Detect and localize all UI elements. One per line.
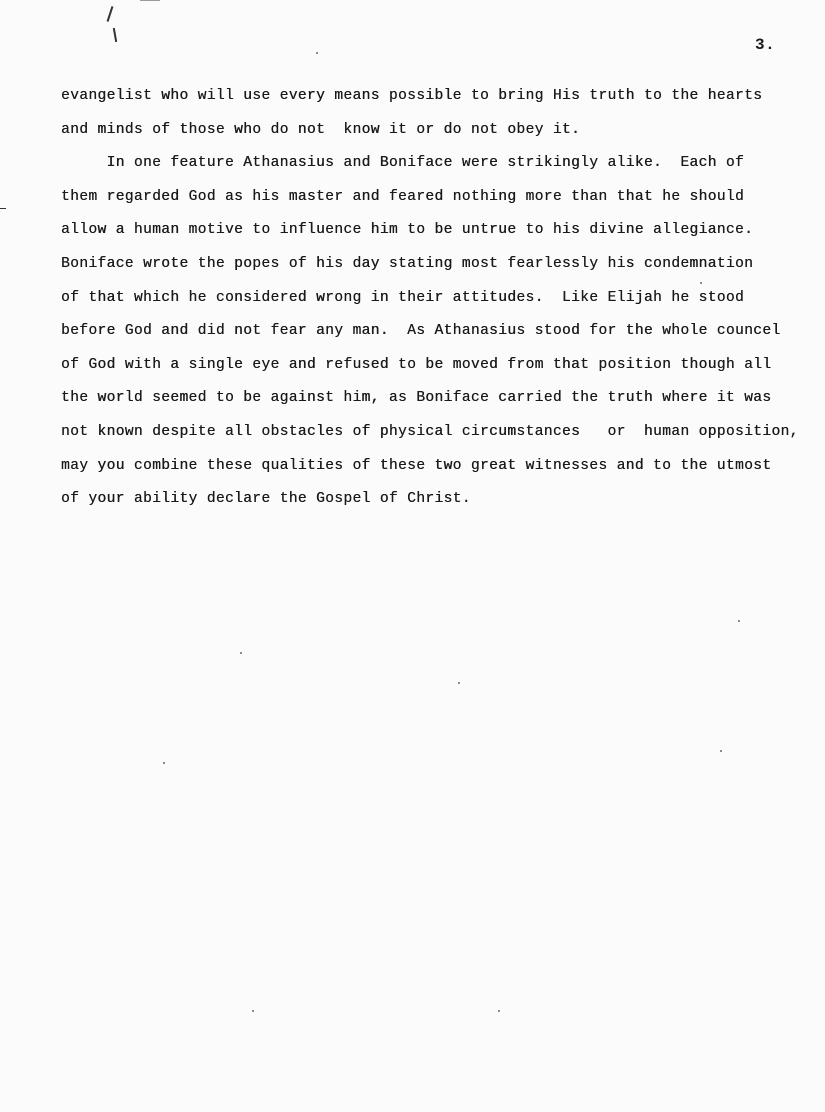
scan-artifact-top-left: [107, 6, 114, 22]
scan-artifact-mark: [113, 28, 117, 42]
text-line: them regarded God as his master and feared nothing more than that he should: [61, 188, 745, 205]
scan-artifact-top-edge: [140, 0, 160, 1]
scan-artifact-left-edge: [0, 208, 6, 209]
speck: [163, 762, 165, 764]
text-line: not known despite all obstacles of physical circumstances or human opposition,: [61, 423, 799, 440]
text-line: of your ability declare the Gospel of Christ.: [61, 491, 471, 508]
text-line: evangelist who will use every means possible to bring His truth to the hearts: [61, 88, 763, 104]
text-line: of God with a single eye and refused to be moved from that position though all: [61, 356, 772, 373]
text-line: of that which he considered wrong in their attitudes. Like Elijah he stood: [61, 289, 745, 306]
speck: [720, 750, 722, 752]
speck: [458, 682, 460, 684]
text-line: may you combine these qualities of these two great witnesses and to the utmost: [61, 457, 772, 474]
page-number: 3.: [755, 36, 776, 54]
text-line: Boniface wrote the popes of his day stating most fearlessly his condemnation: [61, 255, 754, 272]
speck: [252, 1010, 254, 1012]
text-line: allow a human motive to influence him to be untrue to his divine allegiance.: [61, 222, 754, 239]
text-line: In one feature Athanasius and Boniface were strikingly alike. Each of: [61, 155, 745, 172]
speck: [316, 52, 318, 54]
speck: [240, 652, 242, 654]
text-line: the world seemed to be against him, as Boniface carried the truth where it was: [61, 390, 772, 407]
speck: [498, 1010, 500, 1012]
text-line: before God and did not fear any man. As Athanasius stood for the whole councel: [61, 323, 781, 340]
speck: [738, 620, 740, 622]
body-text: [61, 84, 799, 521]
text-line: and minds of those who do not know it or do not obey it.: [61, 121, 581, 138]
